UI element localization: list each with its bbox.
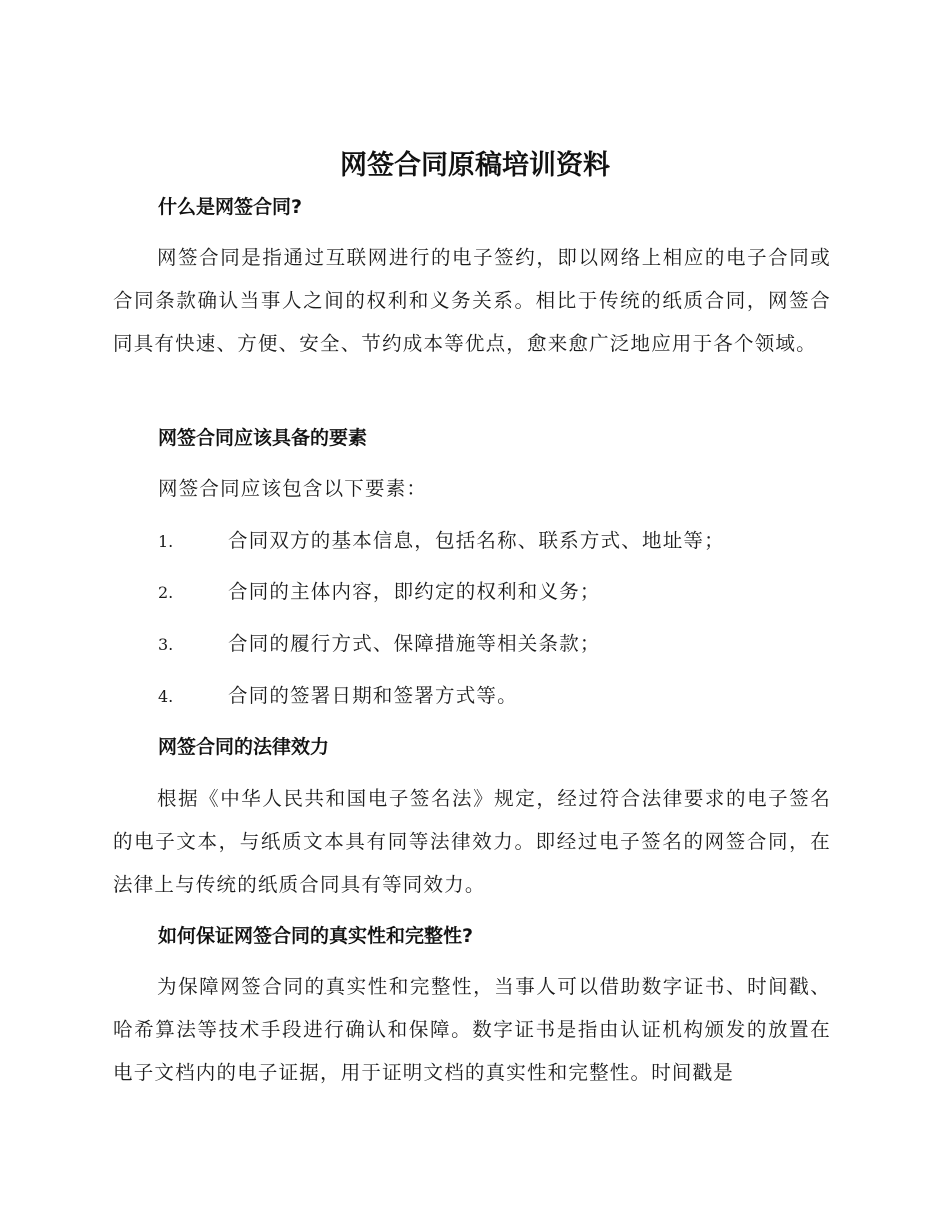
list-item xyxy=(158,682,518,711)
list-item-text: 合同的履行方式、保障措施等相关条款； xyxy=(228,632,601,655)
list-item-number: 1. xyxy=(158,532,174,551)
list-item xyxy=(158,630,601,659)
list-item-text: 合同的签署日期和签署方式等。 xyxy=(228,684,518,707)
section-paragraph-authenticity: 为保障网签合同的真实性和完整性，当事人可以借助数字证书、时间戳、哈希算法等技术手段进行确认和保障。数字证书是指由认证机构颁发的放置在电子文档内的电子证据，用于证明文档的真实性和完整性。时间戳是 xyxy=(113,975,831,1084)
list-item-number: 4. xyxy=(158,687,174,706)
document-title: 网签合同原稿培训资料 xyxy=(340,150,610,181)
list-item-number: 2. xyxy=(158,583,174,602)
list-item xyxy=(158,578,601,607)
list-item-text: 合同双方的基本信息，包括名称、联系方式、地址等； xyxy=(228,529,725,552)
section-heading-what-is: 什么是网签合同? xyxy=(158,196,303,218)
section-heading-elements: 网签合同应该具备的要素 xyxy=(158,427,368,449)
section-heading-authenticity: 如何保证网签合同的真实性和完整性? xyxy=(158,925,474,947)
elements-intro: 网签合同应该包含以下要素： xyxy=(158,477,428,500)
list-item xyxy=(158,527,725,556)
section-paragraph-legal-effect: 根据《中华人民共和国电子签名法》规定，经过符合法律要求的电子签名的电子文本，与纸质文本具有同等法律效力。即经过电子签名的网签合同，在法律上与传统的纸质合同具有等同效力。 xyxy=(113,787,831,896)
section-heading-legal-effect: 网签合同的法律效力 xyxy=(158,736,330,758)
section-paragraph-what-is: 网签合同是指通过互联网进行的电子签约，即以网络上相应的电子合同或合同条款确认当事人之间的权利和义务关系。相比于传统的纸质合同，网签合同具有快速、方便、安全、节约成本等优点，愈来愈广泛地应用于各个领域。 xyxy=(113,246,831,355)
list-item-text: 合同的主体内容，即约定的权利和义务； xyxy=(228,580,601,603)
list-item-number: 3. xyxy=(158,635,174,654)
